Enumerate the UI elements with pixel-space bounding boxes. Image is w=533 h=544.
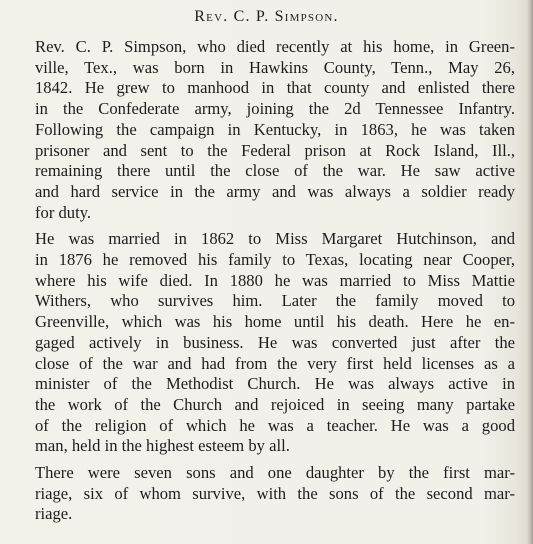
text-line: close of the war and had from the very first held licenses as a [35,353,515,373]
text-line: There were seven sons and one daughter by the first mar- [35,463,515,483]
text-line: riage. [35,504,73,524]
text-line: for duty. [35,202,92,222]
text-line: 1842. He grew to manhood in that county and enlisted there [35,78,515,98]
paragraph-3 [15,463,515,525]
text-line: He was married in 1862 to Miss Margaret Hutchinson, and [35,229,515,249]
text-line: Following the campaign in Kentucky, in 1863, he was taken [35,119,515,139]
text-line: riage, six of whom survive, with the sons of the second mar- [35,483,515,503]
text-line: man, held in the highest esteem by all. [35,436,290,456]
text-line: ville, Tex., was born in Hawkins County, Tenn., May 26, [35,57,515,77]
text-line: in 1876 he removed his family to Texas, locating near Cooper, [35,250,515,270]
text-line: the work of the Church and rejoiced in seeing many partake [35,394,515,414]
paragraph-1 [15,37,515,223]
page-edge-shadow [527,0,533,544]
text-line: minister of the Methodist Church. He was always active in [35,374,515,394]
text-line: gaged actively in business. He was converted just after the [35,332,515,352]
text-line: where his wife died. In 1880 he was married to Miss Mattie [35,270,515,290]
article-body [15,37,515,531]
paragraph-2 [15,229,515,457]
text-line: Greenville, which was his home until his death. Here he en- [35,312,515,332]
text-line: in the Confederate army, joining the 2d Tennessee Infantry. [35,99,515,119]
text-line: and hard service in the army and was always a soldier ready [35,181,515,201]
text-line: Rev. C. P. Simpson, who died recently at his home, in Green- [35,37,515,56]
text-line: of the religion of which he was a teacher. He was a good [35,415,515,435]
text-line: remaining there until the close of the war. He saw active [35,161,515,181]
text-line: Withers, who survives him. Later the family moved to [35,291,515,311]
text-line: prisoner and sent to the Federal prison at Rock Island, Ill., [35,140,515,160]
article-title: Rev. C. P. Simpson. [194,8,339,25]
